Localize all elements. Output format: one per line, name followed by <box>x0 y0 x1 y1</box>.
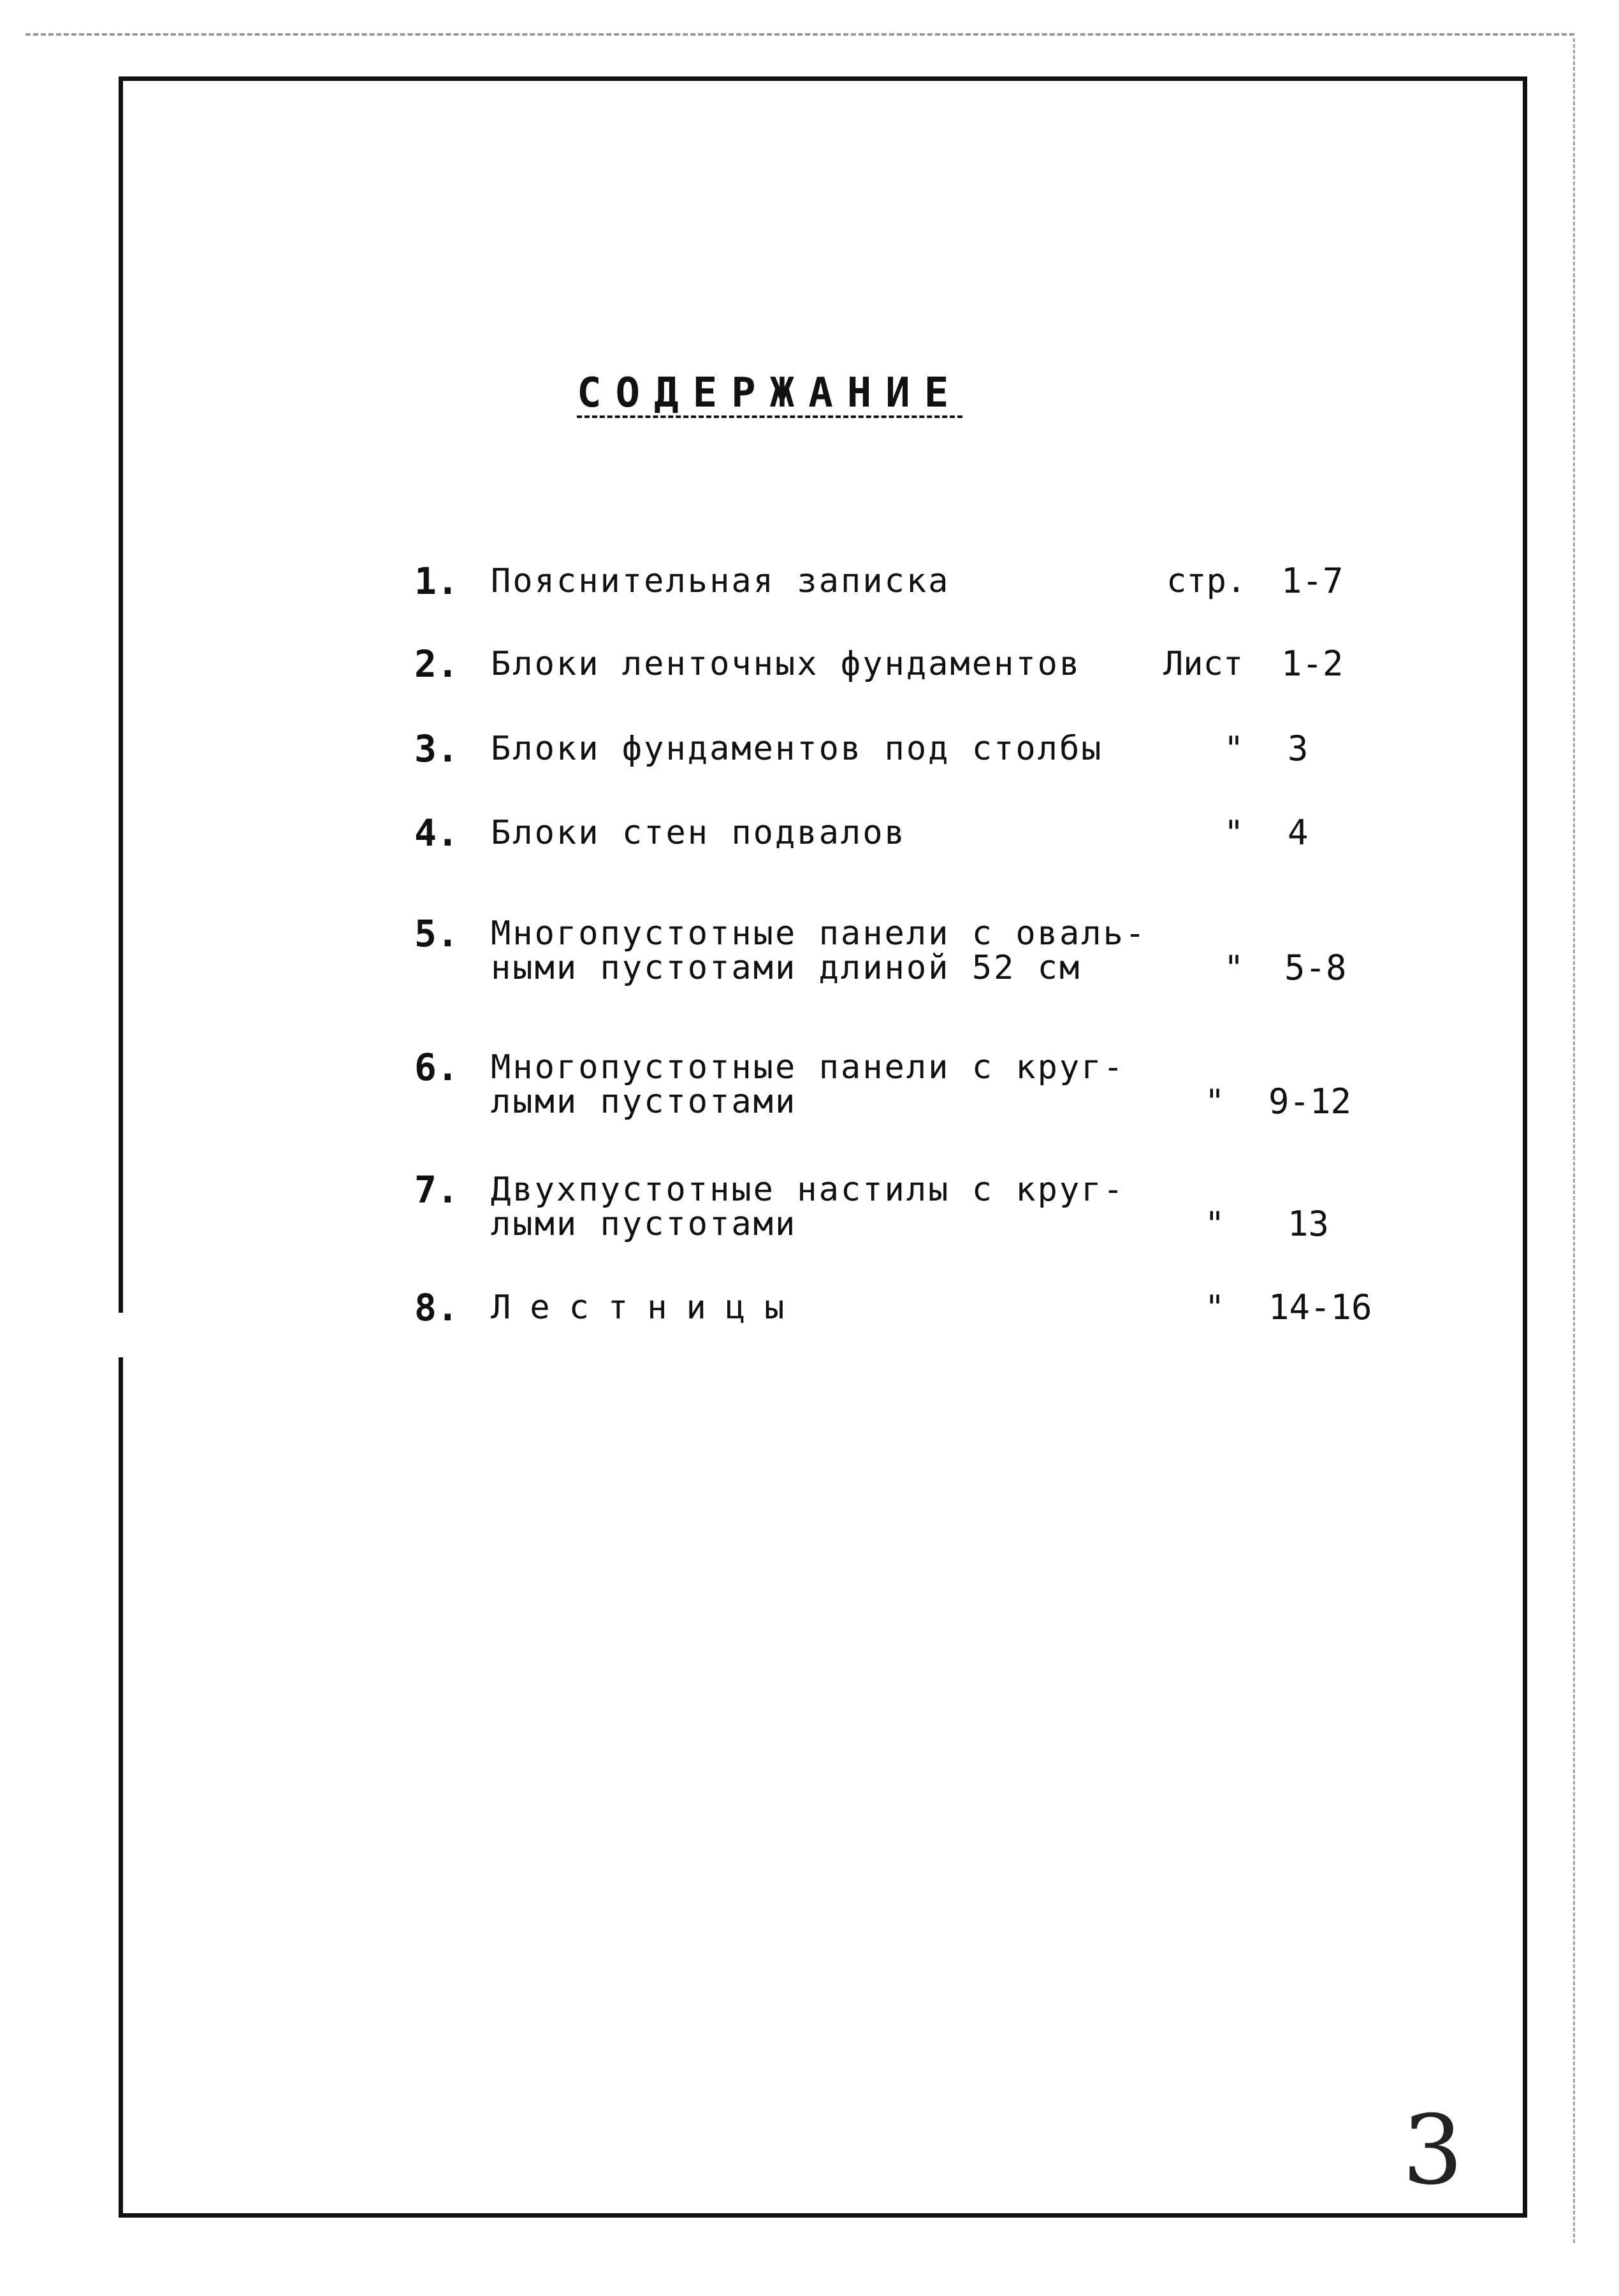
frame-gap <box>115 1313 127 1357</box>
toc-item-pages: 9-12 <box>1268 1081 1352 1122</box>
toc-item-number: 4. <box>414 811 459 855</box>
scan-artifact-line <box>25 33 1574 36</box>
toc-item-number: 6. <box>414 1046 459 1089</box>
toc-item-pages: 14-16 <box>1268 1287 1372 1327</box>
toc-item-title: Блоки стен подвалов <box>491 814 906 852</box>
toc-item-kind: Лист <box>1163 645 1244 683</box>
toc-item-number: 1. <box>414 560 459 603</box>
toc-item-pages: 5-8 <box>1284 948 1347 988</box>
toc-item-title: Многопустотные панели с круг- лыми пустотами <box>491 1048 1125 1121</box>
toc-item-number: 2. <box>414 642 459 686</box>
toc-item-title: Блоки фундаментов под столбы <box>491 730 1103 768</box>
toc-item-pages: 1-7 <box>1281 561 1344 601</box>
toc-item-kind: " <box>1224 814 1244 852</box>
toc-item-kind: " <box>1205 1205 1225 1243</box>
toc-item-title: Пояснительная записка <box>491 562 950 600</box>
toc-item-title: Многопустотные панели с оваль- ными пустотами длиной 52 см <box>491 914 1147 987</box>
toc-item-number: 7. <box>414 1168 459 1211</box>
toc-item-pages: 13 <box>1288 1204 1330 1244</box>
toc-item-pages: 1-2 <box>1281 644 1344 684</box>
page-number: 3 <box>1402 2095 1463 2206</box>
toc-item-pages: 3 <box>1288 728 1309 769</box>
toc-item-kind: " <box>1224 730 1244 768</box>
toc-item-title: Лестницы <box>491 1289 804 1327</box>
scan-artifact-line <box>1573 38 1575 2243</box>
toc-item-kind: " <box>1224 949 1244 987</box>
toc-item-title: Блоки ленточных фундаментов <box>491 645 1082 683</box>
toc-item-number: 8. <box>414 1286 459 1329</box>
page-title: СОДЕРЖАНИЕ <box>577 370 963 417</box>
toc-item-number: 5. <box>414 912 459 955</box>
toc-item-title: Двухпустотные настилы с круг- лыми пустотами <box>491 1171 1125 1243</box>
toc-item-kind: " <box>1205 1289 1225 1327</box>
toc-item-number: 3. <box>414 727 459 770</box>
toc-item-kind: стр. <box>1166 562 1247 600</box>
toc-item-pages: 4 <box>1288 812 1309 853</box>
toc-item-kind: " <box>1205 1083 1225 1121</box>
